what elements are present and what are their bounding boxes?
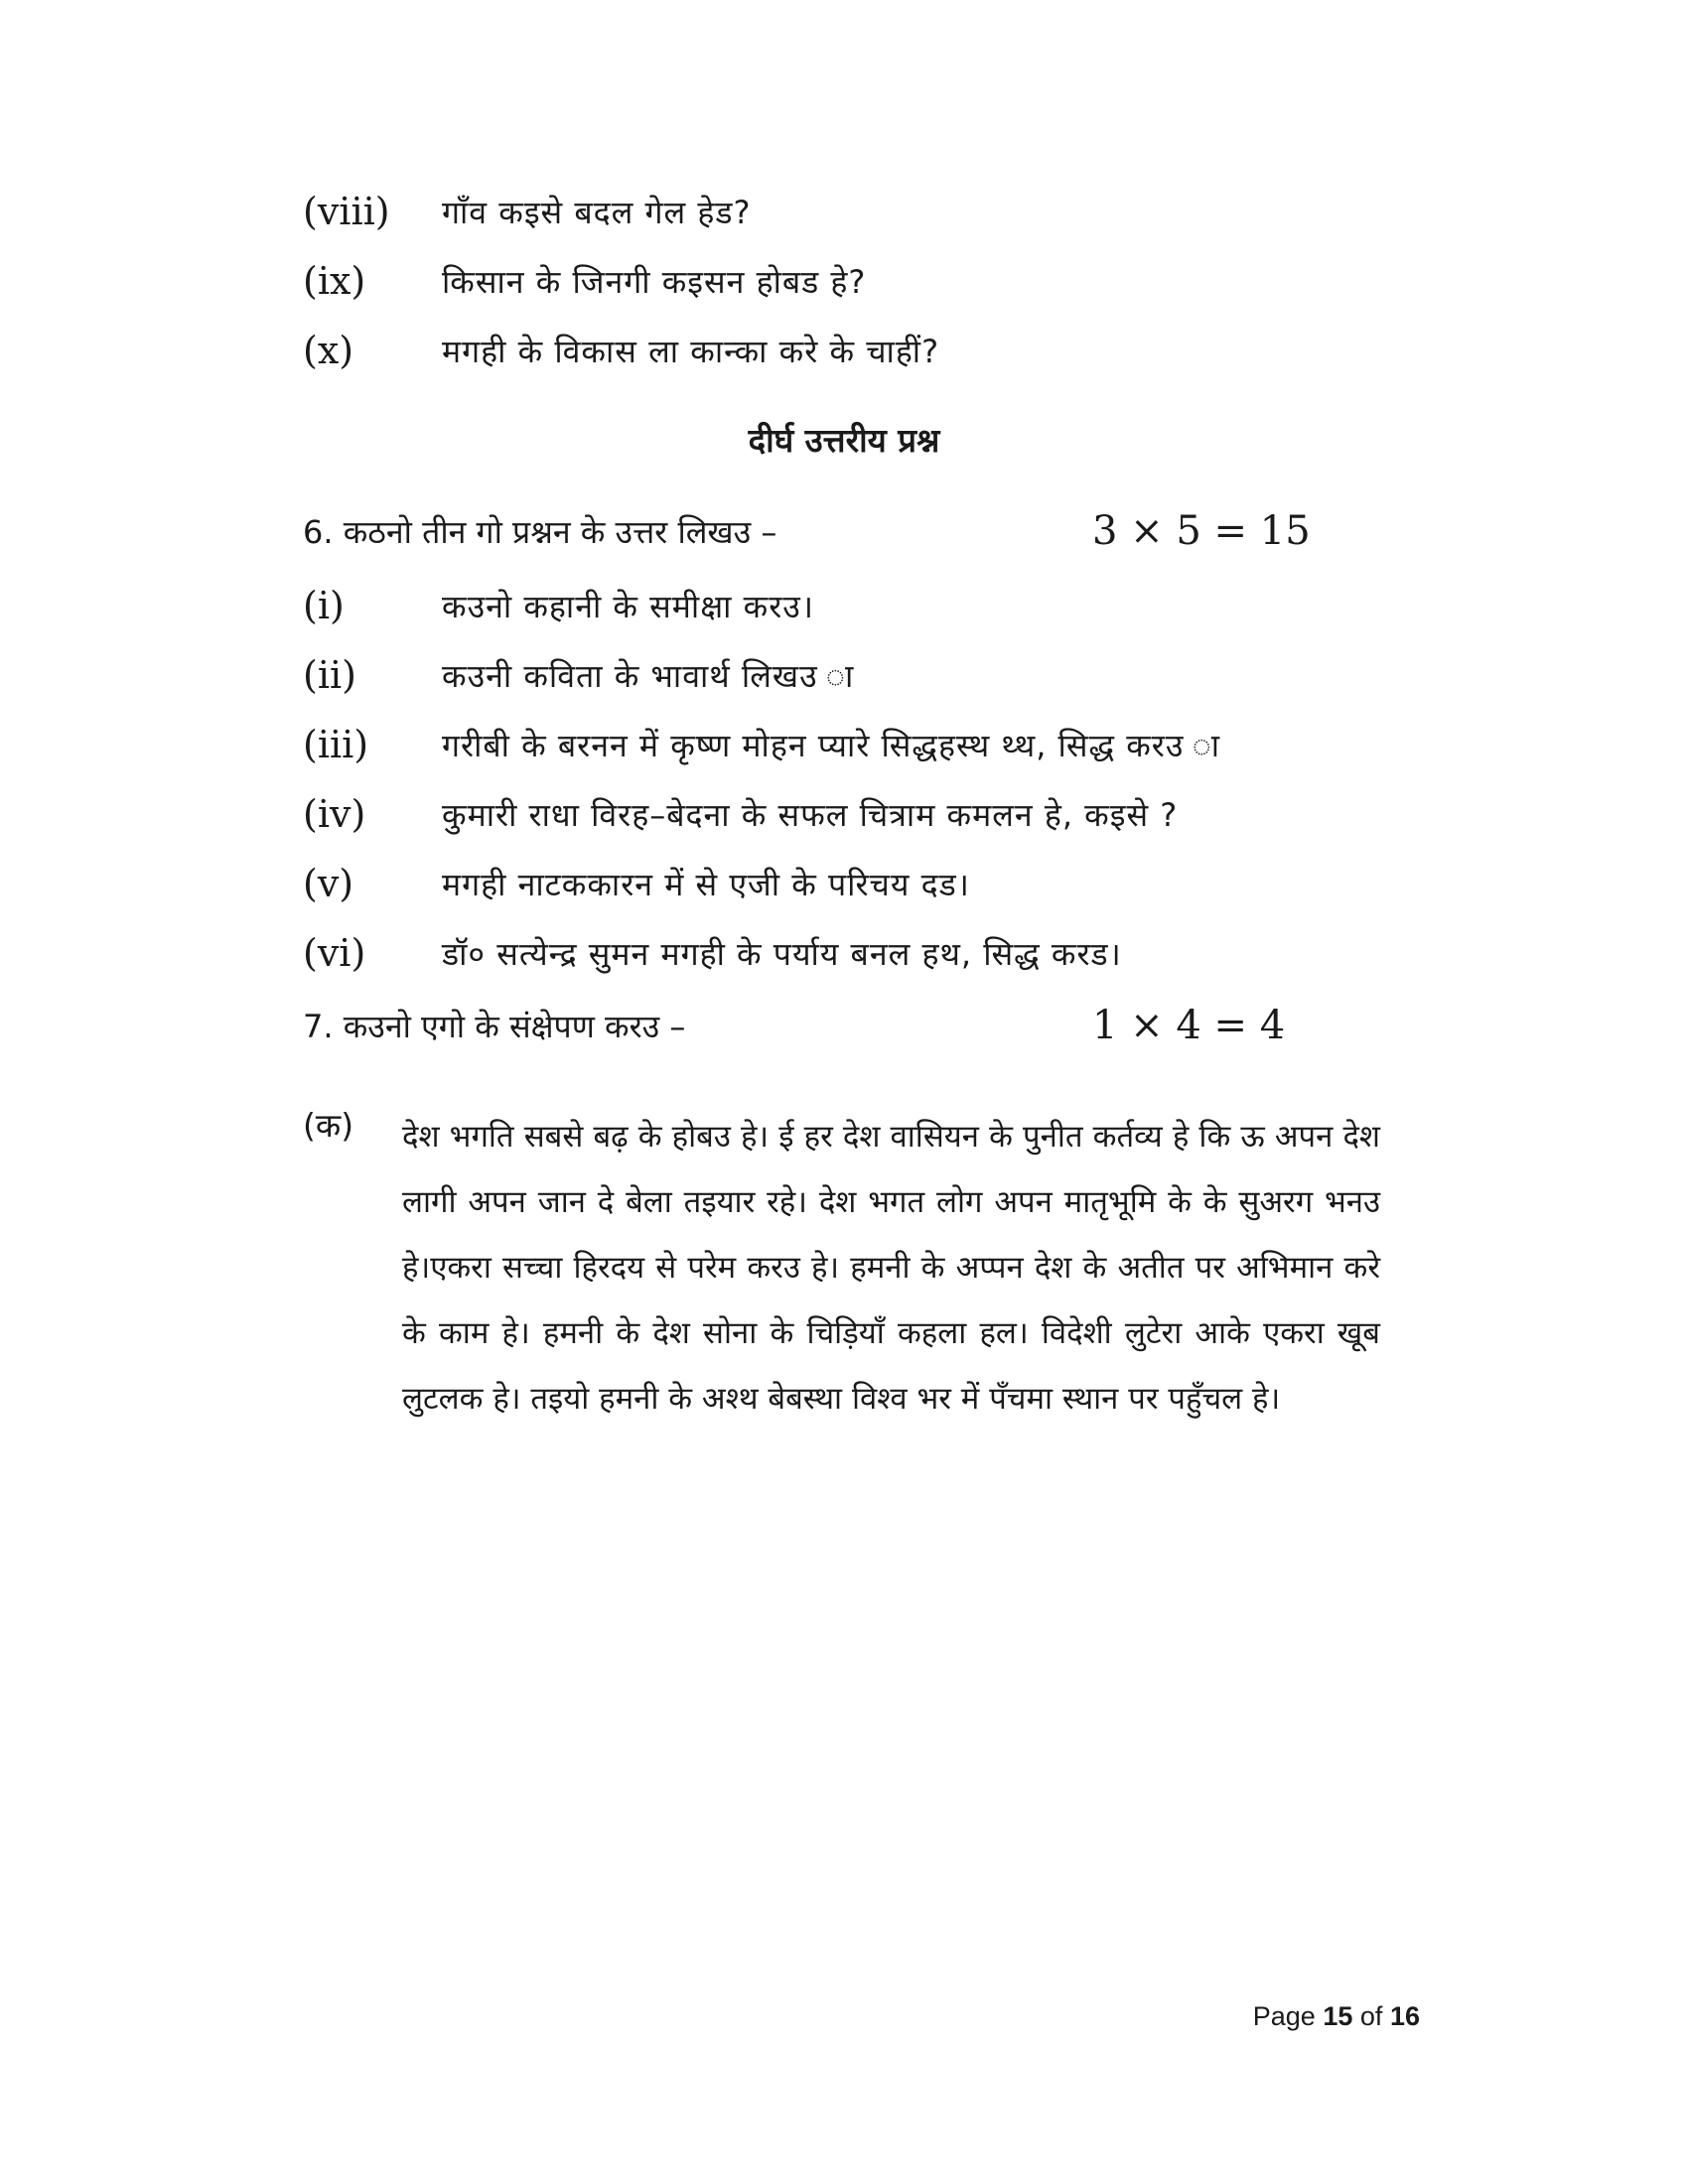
- question-6-item-iv: [303, 784, 1178, 844]
- question-7-header: [303, 996, 1395, 1055]
- page-current: 15: [1323, 2001, 1353, 2031]
- question-number: (vi): [303, 931, 366, 975]
- question-text: मगही के विकास ला कान्का करे के चाहीं?: [442, 332, 940, 370]
- page-total: 16: [1389, 2001, 1420, 2031]
- question-row-ix: [303, 251, 866, 311]
- page-prefix: Page: [1252, 2001, 1316, 2031]
- question-row-viii: [303, 182, 751, 241]
- question-text: कुमारी राधा विरह–बेदना के सफल चित्राम कमलन हे, कइसे ?: [442, 795, 1179, 834]
- passage-marker: (क): [303, 1106, 354, 1145]
- question-number: (iv): [303, 792, 366, 836]
- page-of: of: [1359, 2001, 1383, 2031]
- question-number: (iii): [303, 723, 369, 766]
- question-6-item-vi: [303, 923, 1122, 983]
- question-number: (viii): [303, 190, 390, 233]
- question-6-header: [303, 501, 1395, 561]
- question-text: मगही नाटककारन में से एजी के परिचय दड।: [442, 865, 970, 903]
- question-6-item-v: [303, 854, 970, 913]
- question-row-x: [303, 321, 939, 380]
- question-text: डॉ० सत्येन्द्र सुमन मगही के पर्याय बनल हथ, सिद्ध करड।: [442, 934, 1122, 973]
- question-text: कउनो कहानी के समीक्षा करउ।: [442, 587, 814, 625]
- question-number: (x): [303, 329, 354, 372]
- page-number-footer: [1253, 2001, 1420, 2032]
- question-7-marks: 1 × 4 = 4: [1092, 1003, 1286, 1048]
- question-number: (i): [303, 584, 345, 627]
- section-heading: दीर्घ उत्तरीय प्रश्न: [748, 421, 940, 460]
- question-text: गाँव कइसे बदल गेल हेड?: [442, 193, 752, 231]
- question-6-item-ii: [303, 645, 854, 705]
- passage-text: देश भगति सबसे बढ़ के होबउ हे। ई हर देश वासियन के पुनीत कर्तव्य हे कि ऊ अपन देश लागी अपन जान दे बेला तइयार रहे। देश भगत लोग अपन मातृभूमि के के सुअरग भनउ हे।एकरा सच्चा हिरदय से परेम करउ हे। हमनी के अप्पन देश के अतीत पर अभिमान करे के काम हे। हमनी के देश सोना के चिड़ियाँ कहला हल। विदेशी लुटेरा आके एकरा खूब लुटलक हे। तइयो हमनी के अश्थ बेबस्था विश्व भर में पँचमा स्थान पर पहुँचल हे।: [402, 1119, 1380, 1417]
- question-7-label: 7. कउनो एगो के संक्षेपण करउ –: [303, 1007, 686, 1045]
- question-text: किसान के जिनगी कइसन होबड हे?: [442, 262, 867, 301]
- question-6-item-i: [303, 576, 814, 635]
- question-number: (ii): [303, 653, 356, 697]
- question-number: (v): [303, 862, 354, 905]
- question-text: गरीबी के बरनन में कृष्ण मोहन प्यारे सिद्धहस्थ थ्थ, सिद्ध करउ ा: [442, 726, 1221, 764]
- question-6-marks: 3 × 5 = 15: [1092, 508, 1311, 554]
- question-6-label: 6. कठनो तीन गो प्रश्नन के उत्तर लिखउ –: [303, 512, 777, 551]
- question-6-item-iii: [303, 715, 1220, 774]
- question-number: (ix): [303, 259, 366, 303]
- question-text: कउनी कविता के भावार्थ लिखउ ा: [442, 656, 855, 695]
